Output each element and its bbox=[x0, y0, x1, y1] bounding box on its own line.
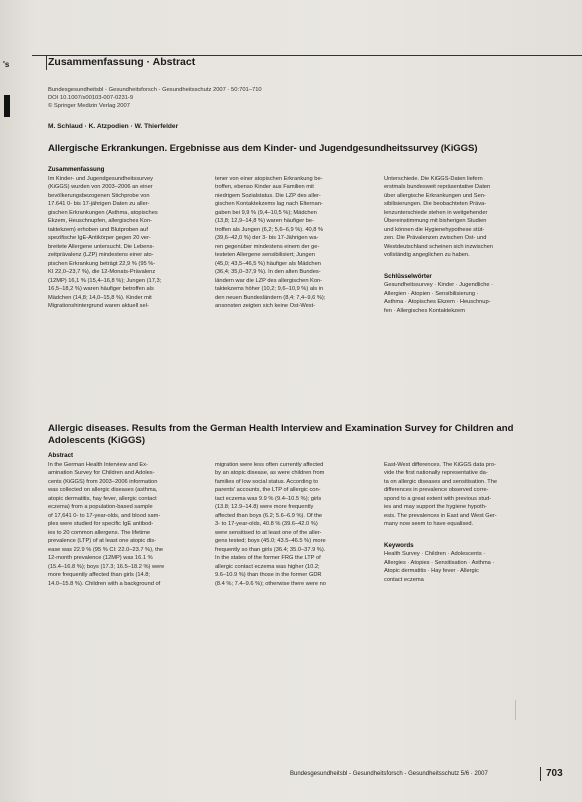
english-abstract-line: migration were less often currently affected bbox=[215, 461, 324, 468]
footer-journal: Bundesgesundheitsbl - Gesundheitsforsch - Gesundheitsschutz 5/6 · 2007 bbox=[290, 771, 488, 777]
german-abstract-line: (12MP) 16,1 % (15,4–16,8 %); Jungen (17,3; bbox=[48, 277, 162, 284]
english-abstract-line: prevalence (LTP) of at least one atopic dis- bbox=[48, 538, 157, 544]
english-abstract-line: ta on allergic diseases and sensitisation. The bbox=[384, 478, 498, 485]
page-number: 703 bbox=[546, 768, 563, 779]
german-abstract-line: (45,0; 43,5–46,5 %) häufiger als Mädchen bbox=[215, 260, 321, 267]
pubinfo-doi: DOI 10.1007/s00103-007-0231-9 bbox=[48, 95, 134, 101]
german-abstract-line: Mädchen (14,8; 14,0–15,8 %). Kinder mit bbox=[48, 294, 152, 301]
german-abstract-line: taktekzems höher (10,2; 9,6–10,9 %) als in bbox=[215, 286, 324, 292]
english-abstract-line: atopic dermatitis, hay fever, allergic contact bbox=[48, 495, 157, 502]
english-abstract-line: cents (KiGGS) from 2003–2006 information bbox=[48, 478, 158, 485]
german-abstract-line: tener von einer atopischen Erkrankung be- bbox=[215, 175, 323, 182]
english-abstract-line: frequently so than girls (36.4; 35.0–37.9 %). bbox=[215, 546, 326, 553]
english-keywords-line: Health Survey · Children · Adolescents · bbox=[384, 551, 486, 557]
english-column-2 bbox=[215, 461, 373, 589]
english-abstract-line: East-West differences. The KiGGS data pro- bbox=[384, 461, 496, 468]
pubinfo-copyright: © Springer Medizin Verlag 2007 bbox=[48, 103, 130, 109]
english-abstract-line: parents' accounts, the LTP of allergic con- bbox=[215, 487, 321, 493]
german-abstract-line: vollständig angeglichen zu haben. bbox=[384, 252, 470, 258]
english-abstract-line: families of low social status. According to bbox=[215, 478, 319, 485]
english-abstract-line: differences in prevalence observed corre- bbox=[384, 487, 489, 493]
english-abstract-line: (15.4–16.8 %); boys (17.3; 16.5–18.2 %) were bbox=[48, 563, 165, 570]
german-abstract-line: ren gegenüber mindestens einem der ge- bbox=[215, 243, 320, 250]
english-abstract-heading: Abstract bbox=[48, 452, 74, 459]
german-keywords-heading: Schlüsselwörter bbox=[384, 272, 432, 280]
english-abstract-line: affected than boys (6.2; 5.6–6.9 %). Of the bbox=[215, 512, 323, 519]
english-title-line-1: Allergic diseases. Results from the German Health Interview and Examination Survey for Children and bbox=[48, 423, 514, 434]
english-keywords-line: Allergies · Atopies · Sensitisation · Asthma · bbox=[384, 559, 495, 566]
english-abstract-line: of 17,641 0- to 17-year-olds, and blood sam- bbox=[48, 512, 161, 519]
german-column-3 bbox=[384, 175, 544, 316]
english-abstract-line: by an atopic disease, as were children from bbox=[215, 470, 325, 476]
german-column-1 bbox=[48, 166, 200, 311]
english-title bbox=[48, 423, 548, 446]
german-keywords-line: fen · Allergisches Kontaktekzem bbox=[384, 307, 465, 314]
authors: M. Schlaud · K. Atzpodien · W. Thierfelder bbox=[48, 123, 179, 130]
pubinfo-citation: Bundesgesundheitsbl - Gesundheitsforsch - Gesundheitsschutz 2007 · 50:701–710 bbox=[48, 87, 262, 93]
german-abstract-line: gaben bei 9,9 % (9,4–10,5 %); Mädchen bbox=[215, 209, 317, 216]
english-abstract-line: more frequently affected than girls (14.8; bbox=[48, 572, 151, 578]
german-abstract-line: Im Kinder- und Jugendgesundheitssurvey bbox=[48, 175, 153, 182]
english-abstract-line: (13.8; 12.9–14.8) were more frequently bbox=[215, 504, 314, 510]
side-mark: 's bbox=[3, 60, 10, 69]
english-abstract-line: tact eczema was 9.9 % (9.4–10.5 %); girls bbox=[215, 495, 322, 502]
german-abstract-line: sibilisierungen. Die beobachteten Präva- bbox=[384, 201, 487, 207]
english-abstract-line: ies to 20 common allergens. The lifetime bbox=[48, 529, 151, 536]
german-abstract-line: troffen, ebenso Kinder aus Familien mit bbox=[215, 184, 314, 190]
german-abstract-line: zen. Die Prävalenzen zwischen Ost- und bbox=[384, 235, 487, 241]
english-abstract-line: many now seem to have equalised. bbox=[384, 521, 474, 527]
english-abstract-line: In the German Health Interview and Ex- bbox=[48, 461, 148, 468]
english-abstract-line: 14.0–15.8 %). Children with a background of bbox=[48, 580, 161, 587]
english-keywords-heading: Keywords bbox=[384, 541, 414, 549]
german-column-2 bbox=[215, 175, 370, 311]
german-abstract-line: troffen als Jungen (6,2; 5,6–6,9 %). 40,8 % bbox=[215, 226, 324, 233]
english-abstract-line: vide the first nationally representative da- bbox=[384, 470, 488, 476]
german-abstract-line: bevölkerungsbezogenen Stichprobe von bbox=[48, 192, 150, 199]
english-title-line-2: Adolescents (KiGGS) bbox=[48, 434, 146, 446]
german-abstract-line: Migrationshintergrund waren aktuell sel- bbox=[48, 303, 149, 309]
publication-info bbox=[48, 86, 262, 110]
german-abstract-line: und können die Hygienehypothese stüt- bbox=[384, 226, 485, 233]
footer-rule bbox=[540, 767, 541, 781]
german-abstract-line: (13,8; 12,9–14,8 %) waren häufiger be- bbox=[215, 218, 314, 224]
english-abstract-line: eczema) from a population-based sample bbox=[48, 504, 153, 510]
scan-mark bbox=[515, 700, 516, 720]
german-abstract-line: 17.641 0- bis 17-jährigen Daten zu aller- bbox=[48, 201, 150, 207]
german-keywords-line: Allergien · Atopien · Sensibilisierung · bbox=[384, 290, 479, 297]
german-abstract-line: spezifische IgE-Antikörper gegen 20 ver- bbox=[48, 235, 151, 241]
german-abstract-line: über allergische Erkrankungen und Sen- bbox=[384, 192, 486, 199]
german-abstract-line: 16,5–18,2 %) waren häufiger betroffen als bbox=[48, 286, 154, 292]
english-column-1 bbox=[48, 452, 203, 588]
german-abstract-line: pischen Erkrankung beträgt 22,9 % (95 %- bbox=[48, 260, 156, 267]
english-abstract-line: ies and may support the hygiene hypoth- bbox=[384, 504, 487, 510]
english-keywords-line: Atopic dermatitis · Hay fever · Allergic bbox=[384, 568, 479, 574]
side-bar-marker bbox=[4, 95, 10, 117]
german-abstract-line: Übereinstimmung mit bisherigen Studien bbox=[384, 218, 487, 224]
english-abstract-line: gens tested; boys (45.0; 43.5–46.5 %) more bbox=[215, 538, 326, 544]
german-abstract-line: (KiGGS) wurden von 2003–2006 an einer bbox=[48, 184, 153, 190]
english-column-3 bbox=[384, 461, 544, 585]
german-abstract-line: breitete Allergene untersucht. Die Lebens- bbox=[48, 243, 155, 250]
english-abstract-line: (8.4 %; 7.4–9.6 %); otherwise there were no bbox=[215, 580, 326, 587]
german-title: Allergische Erkrankungen. Ergebnisse aus dem Kinder- und Jugendgesundheitssurvey (KiGGS) bbox=[48, 143, 478, 154]
german-keywords-line: Asthma · Atopisches Ekzem · Heuschnup- bbox=[384, 299, 491, 305]
english-abstract-line: allergic contact eczema was higher (10.2; bbox=[215, 563, 320, 570]
german-abstract-line: niedrigem Sozialstatus. Die LZP des aller- bbox=[215, 192, 321, 199]
english-abstract-line: was collected on allergic diseases (asthma, bbox=[48, 487, 158, 493]
german-abstract-heading: Zusammenfassung bbox=[48, 166, 105, 173]
german-abstract-line: KI 22,0–23,7 %), die 12-Monats-Prävalenz bbox=[48, 269, 156, 275]
german-abstract-line: gischen Erkrankungen (Asthma, atopisches bbox=[48, 209, 158, 216]
english-abstract-line: esis. The prevalences in East and West Ger- bbox=[384, 512, 497, 519]
english-abstract-line: ples were studied for specific IgE antibod- bbox=[48, 521, 154, 527]
english-keywords-line: contact eczema bbox=[384, 576, 424, 583]
english-abstract-line: were sensitised to at least one of the aller- bbox=[215, 529, 322, 536]
header-vertical-rule bbox=[46, 56, 47, 70]
german-abstract-line: Westdeutschland scheinen sich inzwischen bbox=[384, 243, 493, 250]
german-abstract-line: (39,6–42,0 %) der 3- bis 17-Jährigen wa- bbox=[215, 235, 319, 241]
german-keywords-line: Gesundheitssurvey · Kinder · Jugendliche · bbox=[384, 282, 494, 288]
german-abstract-line: taktekzem) erhoben und Blutproben auf bbox=[48, 226, 148, 233]
english-abstract-line: 12-month prevalence (12MP) was 16.1 % bbox=[48, 555, 153, 561]
german-abstract-line: erstmals bundesweit repräsentative Daten bbox=[384, 184, 491, 190]
german-abstract-line: testeten Allergene sensibilisiert; Jungen bbox=[215, 252, 315, 258]
german-abstract-line: zeitprävalenz (LZP) mindestens einer ato- bbox=[48, 252, 154, 258]
german-abstract-line: Ekzem, Heuschnupfen, allergisches Kon- bbox=[48, 218, 153, 224]
german-abstract-line: lenzunterschiede stehen in weitgehender bbox=[384, 209, 488, 216]
english-abstract-line: 9.6–10.9 %) than those in the former GDR bbox=[215, 572, 322, 578]
german-abstract-line: den neuen Bundesländern (8,4; 7,4–9,6 %); bbox=[215, 294, 326, 301]
german-abstract-line: (36,4; 35,0–37,9 %). In den alten Bundes- bbox=[215, 269, 321, 275]
english-abstract-line: amination Survey for Children and Adoles- bbox=[48, 470, 155, 476]
german-abstract-line: ländern war die LZP des allergischen Kon- bbox=[215, 277, 323, 284]
english-abstract-line: ease was 22.9 % (95 % CI: 22.0–23.7 %), the bbox=[48, 546, 164, 553]
english-abstract-line: In the states of the former FRG the LTP of bbox=[215, 555, 321, 561]
english-abstract-line: spond to a great extent with previous stud- bbox=[384, 495, 492, 502]
section-header-title: Zusammenfassung · Abstract bbox=[48, 56, 196, 68]
german-abstract-line: gischen Kontaktekzems lag nach Elternan- bbox=[215, 201, 323, 207]
german-abstract-line: ansonsten zeigten sich keine Ost-West- bbox=[215, 303, 316, 309]
german-abstract-line: Unterschiede. Die KiGGS-Daten liefern bbox=[384, 175, 483, 182]
english-abstract-line: 3- to 17-year-olds, 40.8 % (39.6–42.0 %) bbox=[215, 521, 318, 527]
